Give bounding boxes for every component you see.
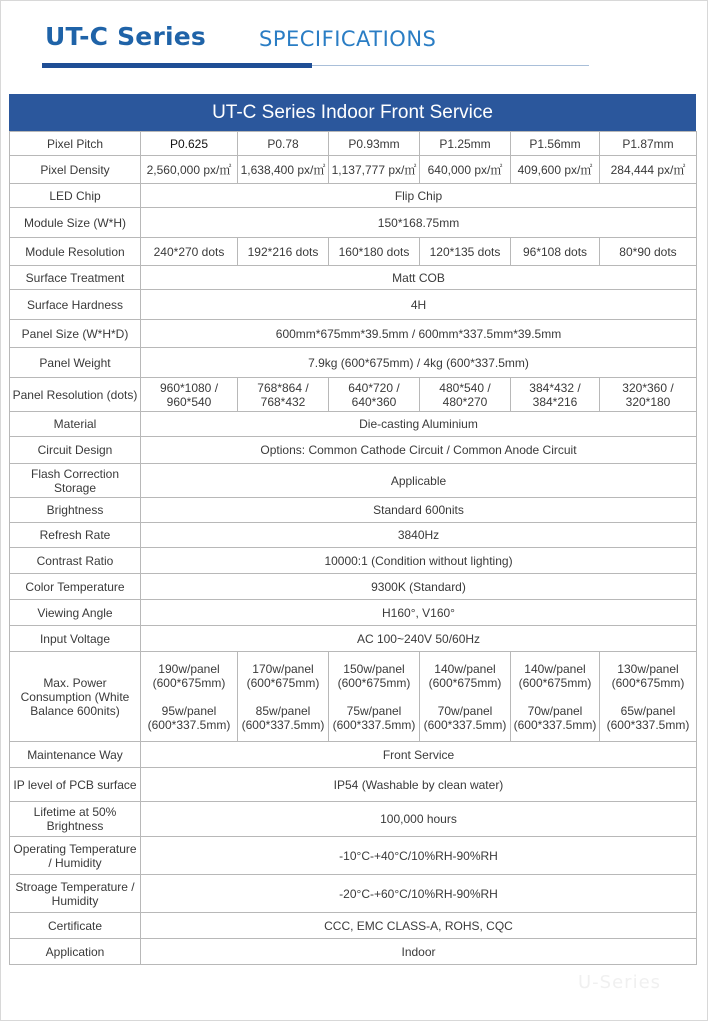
row-label: Stroage Temperature / Humidity	[10, 875, 141, 913]
table-cell: 7.9kg (600*675mm) / 4kg (600*337.5mm)	[141, 348, 697, 378]
table-row	[10, 498, 697, 523]
table-row	[10, 320, 697, 348]
table-cell: P0.625	[141, 132, 238, 156]
table-cell: 3840Hz	[141, 523, 697, 548]
table-row	[10, 208, 697, 238]
table-row	[10, 156, 697, 184]
table-cell: 640*720 / 640*360	[329, 378, 420, 412]
table-cell: 150*168.75mm	[141, 208, 697, 238]
table-row	[10, 523, 697, 548]
table-cell: 1,638,400 px/㎡	[238, 156, 329, 184]
spec-table	[9, 131, 697, 965]
series-title: UT-C Series	[45, 22, 207, 51]
table-cell: P1.87mm	[600, 132, 697, 156]
table-cell: 2,560,000 px/㎡	[141, 156, 238, 184]
table-row	[10, 574, 697, 600]
table-cell: 9300K (Standard)	[141, 574, 697, 600]
row-label: Refresh Rate	[10, 523, 141, 548]
header-rule-thin	[312, 65, 589, 66]
table-row	[10, 802, 697, 837]
table-cell: Indoor	[141, 939, 697, 965]
table-row	[10, 548, 697, 574]
table-cell: 96*108 dots	[511, 238, 600, 266]
table-cell: 140w/panel (600*675mm) 70w/panel (600*337.5mm)	[420, 652, 511, 742]
table-row	[10, 768, 697, 802]
table-cell: CCC, EMC CLASS-A, ROHS, CQC	[141, 913, 697, 939]
table-cell: 384*432 / 384*216	[511, 378, 600, 412]
table-cell: P0.78	[238, 132, 329, 156]
row-label: Surface Hardness	[10, 290, 141, 320]
table-cell: 192*216 dots	[238, 238, 329, 266]
table-cell: P1.56mm	[511, 132, 600, 156]
row-label: Brightness	[10, 498, 141, 523]
row-label: Operating Temperature / Humidity	[10, 837, 141, 875]
table-cell: Flip Chip	[141, 184, 697, 208]
table-row	[10, 184, 697, 208]
table-cell: 409,600 px/㎡	[511, 156, 600, 184]
table-cell: 640,000 px/㎡	[420, 156, 511, 184]
table-cell: 130w/panel (600*675mm) 65w/panel (600*337.5mm)	[600, 652, 697, 742]
table-row	[10, 412, 697, 437]
table-cell: 190w/panel (600*675mm) 95w/panel (600*337.5mm)	[141, 652, 238, 742]
table-cell: Applicable	[141, 464, 697, 498]
row-label: Surface Treatment	[10, 266, 141, 290]
row-label: Pixel Density	[10, 156, 141, 184]
table-row	[10, 652, 697, 742]
table-cell: 160*180 dots	[329, 238, 420, 266]
table-cell: Standard 600nits	[141, 498, 697, 523]
row-label: Lifetime at 50% Brightness	[10, 802, 141, 837]
table-cell: 170w/panel (600*675mm) 85w/panel (600*337.5mm)	[238, 652, 329, 742]
row-label: Maintenance Way	[10, 742, 141, 768]
row-label: Module Size (W*H)	[10, 208, 141, 238]
row-label: Flash Correction Storage	[10, 464, 141, 498]
table-row	[10, 875, 697, 913]
row-label: IP level of PCB surface	[10, 768, 141, 802]
table-cell: 960*1080 / 960*540	[141, 378, 238, 412]
table-cell: 100,000 hours	[141, 802, 697, 837]
table-row	[10, 913, 697, 939]
table-cell: Matt COB	[141, 266, 697, 290]
table-cell: IP54 (Washable by clean water)	[141, 768, 697, 802]
table-cell: 284,444 px/㎡	[600, 156, 697, 184]
row-label: Input Voltage	[10, 626, 141, 652]
table-row	[10, 464, 697, 498]
table-cell: 480*540 / 480*270	[420, 378, 511, 412]
table-cell: 10000:1 (Condition without lighting)	[141, 548, 697, 574]
table-cell: 320*360 / 320*180	[600, 378, 697, 412]
table-cell: -20°C-+60°C/10%RH-90%RH	[141, 875, 697, 913]
table-cell: Front Service	[141, 742, 697, 768]
row-label: Panel Size (W*H*D)	[10, 320, 141, 348]
row-label: Panel Weight	[10, 348, 141, 378]
row-label: Module Resolution	[10, 238, 141, 266]
table-row	[10, 600, 697, 626]
table-cell: Options: Common Cathode Circuit / Common Anode Circuit	[141, 437, 697, 464]
row-label: Certificate	[10, 913, 141, 939]
row-label: Circuit Design	[10, 437, 141, 464]
table-cell: 600mm*675mm*39.5mm / 600mm*337.5mm*39.5mm	[141, 320, 697, 348]
table-cell: 80*90 dots	[600, 238, 697, 266]
section-title: SPECIFICATIONS	[259, 27, 437, 51]
row-label: Contrast Ratio	[10, 548, 141, 574]
row-label: Material	[10, 412, 141, 437]
table-row	[10, 378, 697, 412]
table-row	[10, 348, 697, 378]
table-row	[10, 132, 697, 156]
table-cell: AC 100~240V 50/60Hz	[141, 626, 697, 652]
table-row	[10, 437, 697, 464]
table-cell: 150w/panel (600*675mm) 75w/panel (600*337.5mm)	[329, 652, 420, 742]
table-row	[10, 290, 697, 320]
table-cell: P1.25mm	[420, 132, 511, 156]
table-row	[10, 939, 697, 965]
row-label: Color Temperature	[10, 574, 141, 600]
watermark: U-Series	[578, 972, 662, 993]
table-row	[10, 837, 697, 875]
header-rule-accent	[42, 63, 312, 68]
table-row	[10, 238, 697, 266]
table-title-banner: UT-C Series Indoor Front Service	[9, 94, 696, 131]
row-label: Viewing Angle	[10, 600, 141, 626]
table-row	[10, 266, 697, 290]
table-cell: 1,137,777 px/㎡	[329, 156, 420, 184]
table-row	[10, 626, 697, 652]
row-label: Max. Power Consumption (White Balance 600nits)	[10, 652, 141, 742]
table-cell: 140w/panel (600*675mm) 70w/panel (600*337.5mm)	[511, 652, 600, 742]
table-cell: H160°, V160°	[141, 600, 697, 626]
row-label: Panel Resolution (dots)	[10, 378, 141, 412]
table-cell: P0.93mm	[329, 132, 420, 156]
table-cell: 768*864 / 768*432	[238, 378, 329, 412]
table-cell: 240*270 dots	[141, 238, 238, 266]
row-label: Application	[10, 939, 141, 965]
row-label: Pixel Pitch	[10, 132, 141, 156]
table-cell: 120*135 dots	[420, 238, 511, 266]
row-label: LED Chip	[10, 184, 141, 208]
table-cell: 4H	[141, 290, 697, 320]
table-cell: Die-casting Aluminium	[141, 412, 697, 437]
table-row	[10, 742, 697, 768]
table-cell: -10°C-+40°C/10%RH-90%RH	[141, 837, 697, 875]
